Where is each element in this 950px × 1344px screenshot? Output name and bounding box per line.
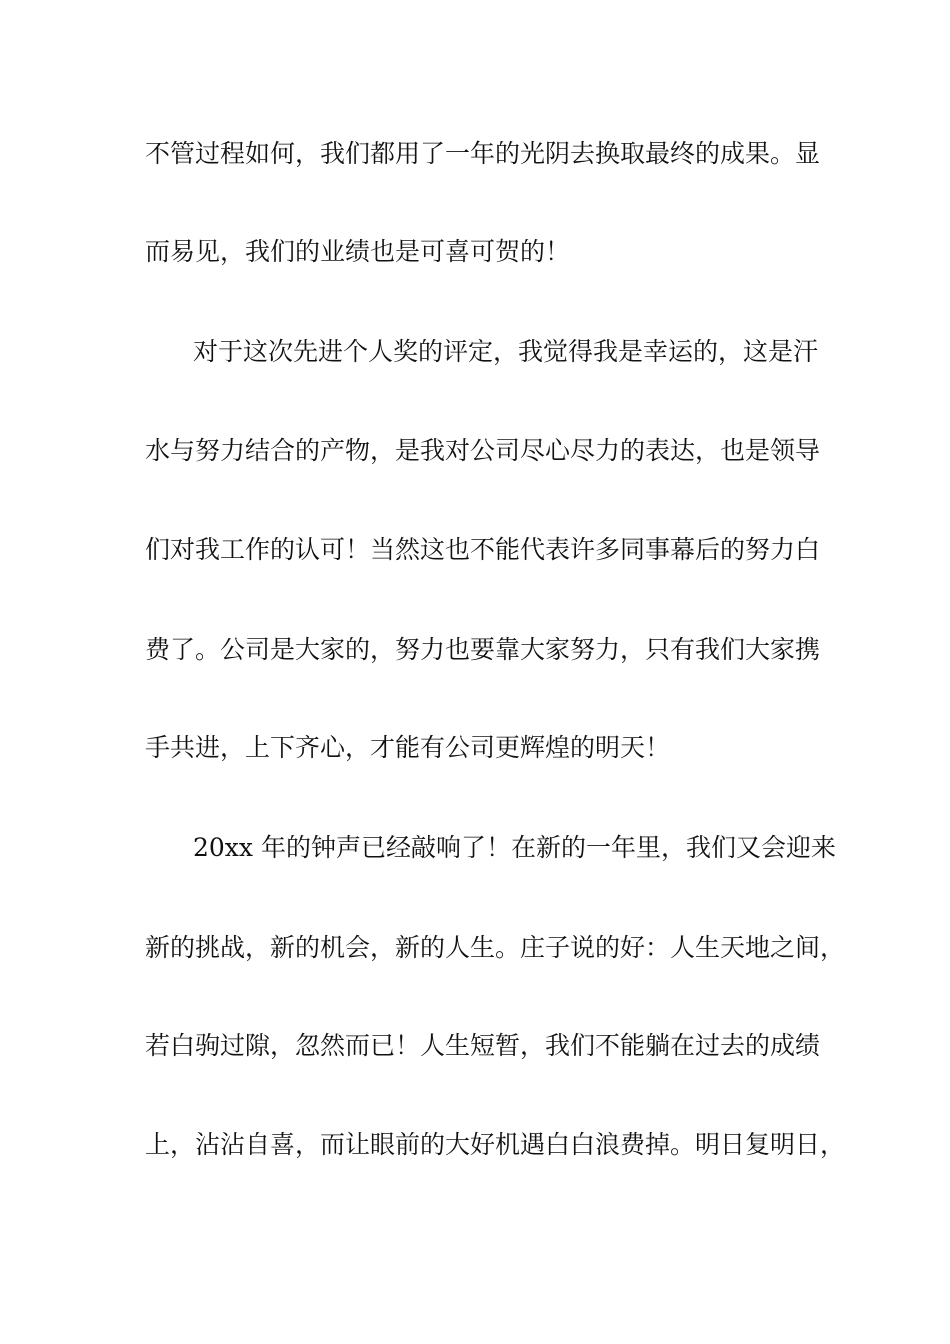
text-line: 而易见，我们的业绩也是可喜可贺的！ — [145, 237, 571, 266]
text-line: 水与努力结合的产物，是我对公司尽心尽力的表达，也是领导 — [145, 436, 821, 465]
text-line: 不管过程如何，我们都用了一年的光阴去换取最终的成果。显 — [145, 139, 821, 168]
text-line: 上，沾沾自喜，而让眼前的大好机遇白白浪费掉。明日复明日， — [145, 1130, 846, 1159]
text-line: 若白驹过隙，忽然而已！人生短暂，我们不能躺在过去的成绩 — [145, 1031, 821, 1060]
text-line: 新的挑战，新的机会，新的人生。庄子说的好：人生天地之间， — [145, 933, 846, 962]
paragraph-start-line: 对于这次先进个人奖的评定，我觉得我是幸运的，这是汗 — [193, 337, 819, 366]
text-line: 手共进，上下齐心，才能有公司更辉煌的明天！ — [145, 733, 671, 762]
paragraph-start-line: 20xx 年的钟声已经敲响了！在新的一年里，我们又会迎来 — [193, 833, 836, 862]
text-line: 费了。公司是大家的，努力也要靠大家努力，只有我们大家携 — [145, 635, 821, 664]
text-line: 们对我工作的认可！当然这也不能代表许多同事幕后的努力白 — [145, 535, 821, 564]
